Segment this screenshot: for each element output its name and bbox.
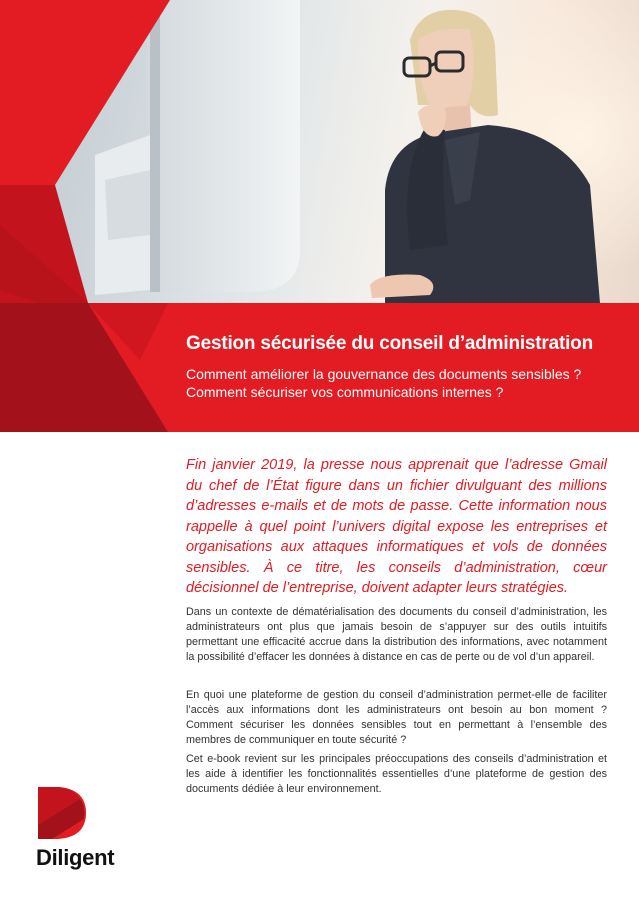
subtitle-line-1: Comment améliorer la gouvernance des documents sensibles ? bbox=[186, 366, 582, 382]
diligent-logo-icon bbox=[38, 787, 86, 839]
subtitle-line-2: Comment sécuriser vos communications internes ? bbox=[186, 384, 504, 400]
top-left-triangle bbox=[0, 0, 170, 205]
body-paragraph-2: En quoi une plateforme de gestion du conseil d’administration permet-elle de faciliter l’accès aux informations dont les administrateurs ont besoin au bon moment ? Comment sécuriser les données sensibles tout en permettant à l’ensemble des membres de communiquer en toute sécurité ? bbox=[186, 689, 607, 746]
intro-paragraph: Fin janvier 2019, la presse nous apprenait que l’adresse Gmail du chef de l’État figure dans un fichier divulguant des millions d’adresses e-mails et de mots de passe. Cette information nous rappelle à quel point l’univers digital expose les entreprises et organisations aux attaques informatiques et vols de données sensibles. À ce titre, les conseils d’administration, cœur décisionnel de l’entreprise, doivent adapter leurs stratégies. bbox=[186, 457, 607, 596]
page-title: Gestion sécurisée du conseil d’administration bbox=[186, 333, 593, 354]
decorative-red-shapes bbox=[0, 0, 639, 432]
body-paragraph-3: Cet e-book revient sur les principales préoccupations des conseils d’administration et les aide à identifier les fonctionnalités essentielles d’une plateforme de gestion des documents dédiée à leur environnement. bbox=[186, 753, 607, 795]
body-paragraph-1: Dans un contexte de dématérialisation des documents du conseil d’administration, les administrateurs ont plus que jamais besoin de s’appuyer sur des outils intuitifs permettant une efficacité accrue dans la distribution des informations, avec notamment la possibilité d’effacer les données à distance en cas de perte ou de vol d’un appareil. bbox=[186, 606, 607, 663]
diligent-logo-text: Diligent bbox=[36, 845, 115, 870]
